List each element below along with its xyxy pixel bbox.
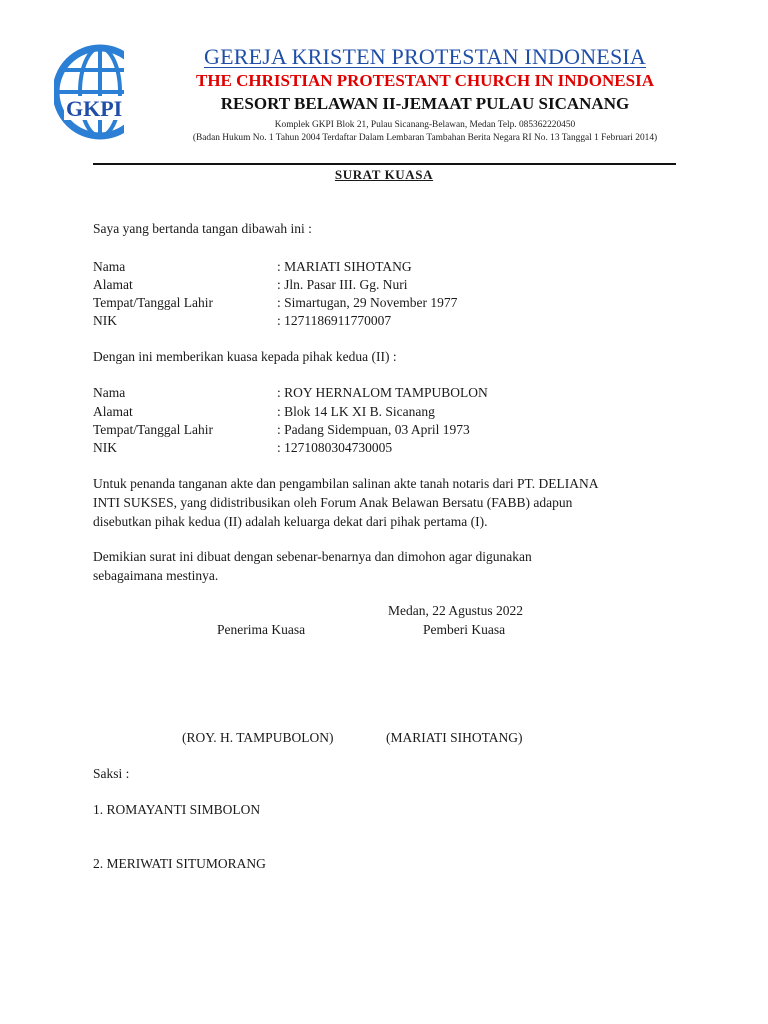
giver-name: (MARIATI SIHOTANG) — [386, 730, 523, 745]
witness-item: 2. MERIWATI SITUMORANG — [93, 856, 266, 871]
transfer-text: Dengan ini memberikan kuasa kepada pihak kedua (II) : — [93, 349, 397, 364]
legal-registration: (Badan Hukum No. 1 Tahun 2004 Terdaftar Dalam Lembaran Tambahan Berita Negara RI No. 13 Tanggal 1 Februari 2014) — [192, 133, 658, 143]
resort-name: RESORT BELAWAN II-JEMAAT PULAU SICANANG — [220, 94, 630, 113]
second-party-value: : Blok 14 LK XI B. Sicanang — [277, 404, 435, 419]
purpose-line: disebutkan pihak kedua (II) adalah keluarga dekat dari pihak pertama (I). — [93, 514, 488, 529]
second-party-value: : Padang Sidempuan, 03 April 1973 — [277, 422, 470, 437]
second-party-label: Tempat/Tanggal Lahir — [93, 422, 213, 437]
church-logo — [54, 44, 124, 140]
giver-label: Pemberi Kuasa — [423, 622, 506, 637]
receiver-label: Penerima Kuasa — [217, 622, 306, 637]
first-party-label: Alamat — [93, 277, 133, 292]
church-name: GEREJA KRISTEN PROTESTAN INDONESIA — [204, 44, 646, 69]
second-party-value: : ROY HERNALOM TAMPUBOLON — [277, 385, 488, 400]
first-party-value: : 1271186911770007 — [277, 313, 392, 328]
first-party-label: Tempat/Tanggal Lahir — [93, 295, 213, 310]
witness-item: 1. ROMAYANTI SIMBOLON — [93, 802, 261, 817]
header-divider — [93, 163, 676, 165]
logo-text: GKPI — [66, 96, 123, 121]
place-date: Medan, 22 Agustus 2022 — [388, 603, 523, 618]
first-party-label: Nama — [93, 259, 126, 274]
second-party-label: NIK — [93, 440, 117, 455]
first-party-value: : MARIATI SIHOTANG — [277, 259, 412, 274]
document-title: SURAT KUASA — [334, 167, 434, 182]
globe-logo-icon — [54, 44, 124, 140]
closing-line: sebagaimana mestinya. — [93, 568, 219, 583]
church-name-english: THE CHRISTIAN PROTESTANT CHURCH IN INDONESIA — [196, 71, 654, 90]
witness-label: Saksi : — [93, 766, 130, 781]
receiver-name: (ROY. H. TAMPUBOLON) — [182, 730, 334, 745]
second-party-label: Nama — [93, 385, 126, 400]
church-address: Komplek GKPI Blok 21, Pulau Sicanang-Belawan, Medan Telp. 085362220450 — [274, 120, 576, 130]
second-party-label: Alamat — [93, 404, 133, 419]
first-party-value: : Jln. Pasar III. Gg. Nuri — [277, 277, 408, 292]
second-party-value: : 1271080304730005 — [277, 440, 393, 455]
closing-line: Demikian surat ini dibuat dengan sebenar-benarnya dan dimohon agar digunakan — [93, 549, 532, 564]
first-party-value: : Simartugan, 29 November 1977 — [277, 295, 458, 310]
purpose-line: INTI SUKSES, yang didistribusikan oleh Forum Anak Belawan Bersatu (FABB) adapun — [93, 495, 573, 510]
intro-text: Saya yang bertanda tangan dibawah ini : — [93, 221, 312, 236]
first-party-label: NIK — [93, 313, 117, 328]
purpose-line: Untuk penanda tanganan akte dan pengambilan salinan akte tanah notaris dari PT. DELIANA — [93, 476, 599, 491]
